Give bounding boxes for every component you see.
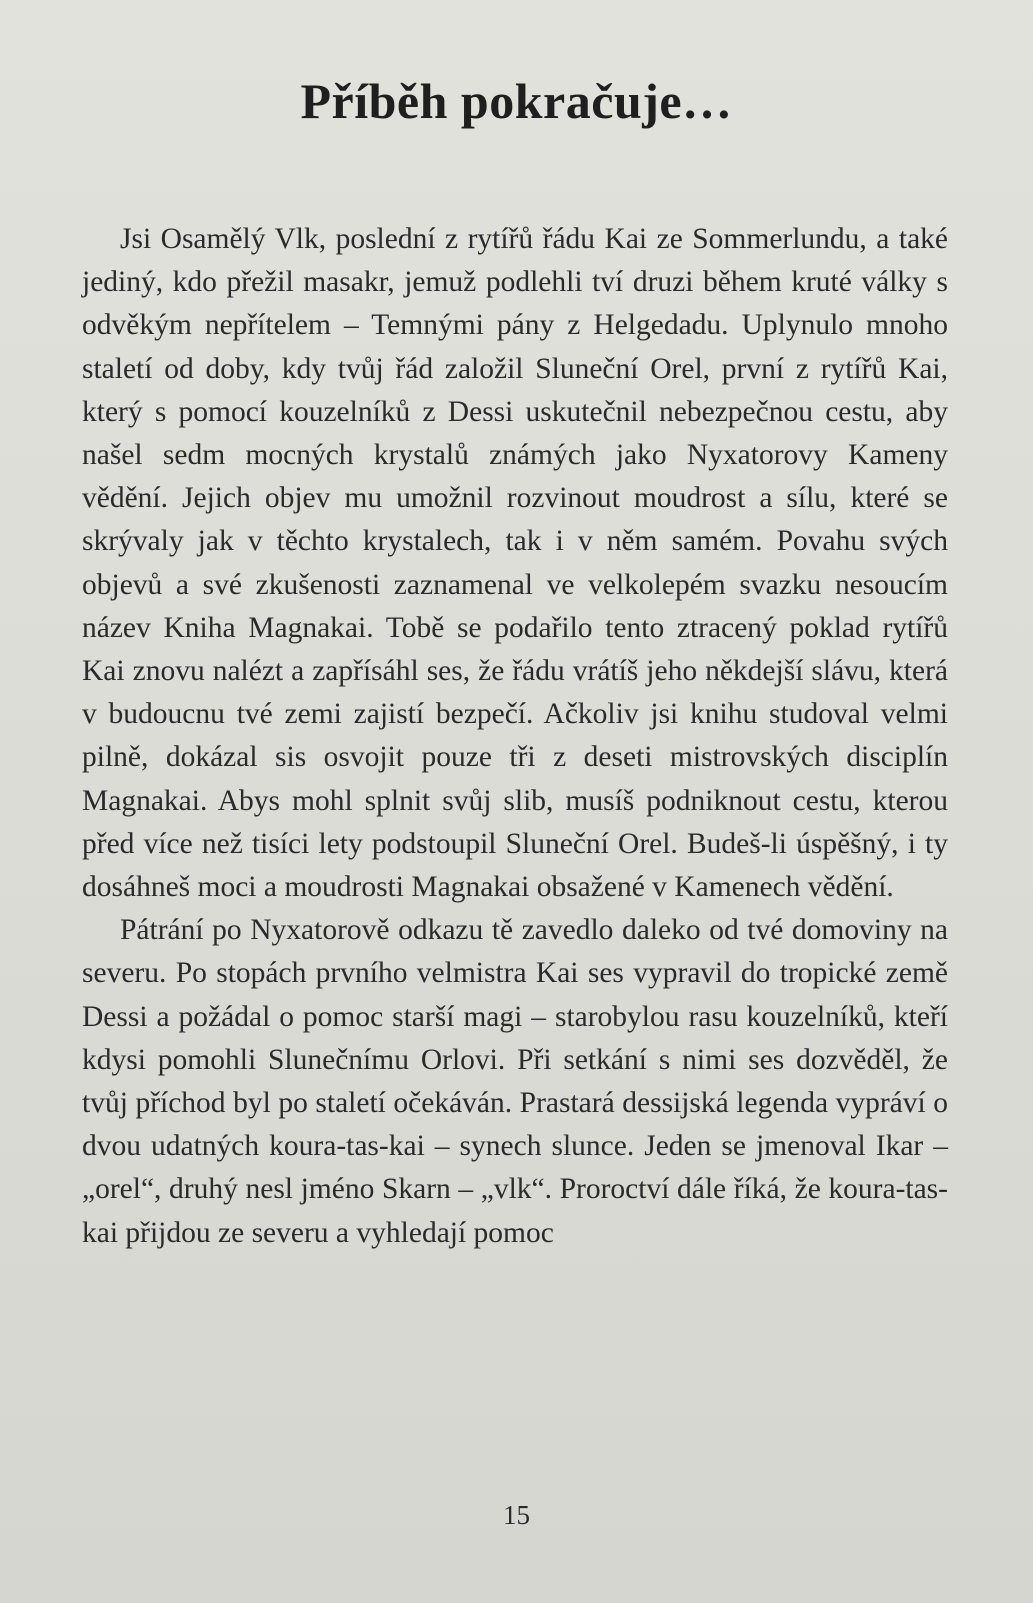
page-number: 15 (503, 1500, 530, 1530)
page-title: Příběh pokračuje… (300, 73, 733, 129)
paragraph-2: Pátrání po Nyxatorově odkazu tě zavedlo daleko od tvé domoviny na severu. Po stopách prvního velmistra Kai ses vypravil do tropické země Dessi a požádal o pomoc starší magi – starobylou rasu kouzelníků, kteří kdysi pomohli Slunečnímu Orlovi. Při setkání s nimi ses dozvěděl, že tvůj příchod byl po staletí očekáván. Prastará dessijská legenda vypráví o dvou udatných koura-tas-kai – synech slunce. Jeden se jmenoval Ikar – „orel“, druhý nesl jméno Skarn – „vlk“. Proroctví dále říká, že koura-tas-kai přijdou ze severu a vyhledají pomoc (82, 914, 948, 1249)
paragraph-1: Jsi Osamělý Vlk, poslední z rytířů řádu Kai ze Sommerlundu, a také jediný, kdo přežil masakr, jemuž podlehli tví druzi během kruté války s odvěkým nepřítelem – Temnými pány z Helgedadu. Uplynulo mnoho staletí od doby, kdy tvůj řád založil Sluneční Orel, první z rytířů Kai, který s pomocí kouzelníků z Dessi uskutečnil nebezpečnou cestu, aby našel sedm mocných krystalů známých jako Nyxatorovy Kameny vědění. Jejich objev mu umožnil rozvinout moudrost a sílu, které se skrývaly jak v těchto krystalech, tak i v něm samém. Povahu svých objevů a své zkušenosti zaznamenal ve velkolepém svazku nesoucím název Kniha Magnakai. Tobě se podařilo tento ztracený poklad rytířů Kai znovu nalézt a zapřísáhl ses, že řádu vrátíš jeho někdejší slávu, která v budoucnu tvé zemi zajistí bezpečí. Ačkoliv jsi knihu studoval velmi pilně, dokázal sis osvojit pouze tři z deseti mistrovských disciplín Magnakai. Abys mohl splnit svůj slib, musíš podniknout cestu, kterou před více než tisíci lety podstoupil Sluneční Orel. Budeš-li úspěšný, i ty dosáhneš moci a moudrosti Magnakai obsažené v Kamenech vědění. (82, 223, 948, 904)
body-text (82, 218, 948, 1255)
